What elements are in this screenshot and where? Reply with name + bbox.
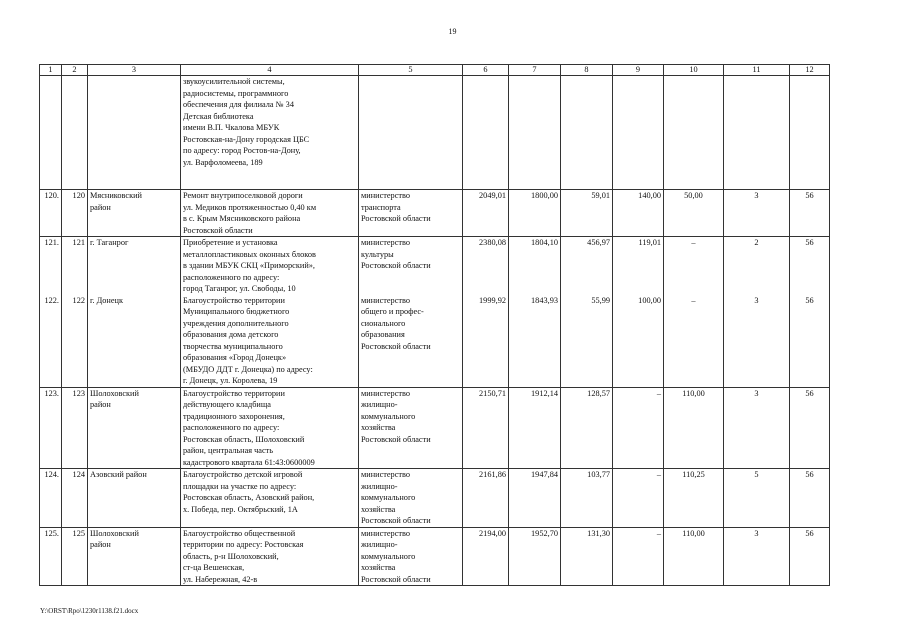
table-cell-ministry: министерство жилищно- коммунального хозяйства Ростовской области (359, 469, 463, 528)
header-cell: 1 (40, 65, 62, 76)
table-cell-amount-2: 1947,84 (509, 469, 561, 528)
header-cell: 12 (790, 65, 830, 76)
table-cell-amount-4: – (613, 387, 664, 469)
table-cell-row-index: 125 (62, 527, 88, 586)
table-cell (40, 76, 62, 190)
table-cell (724, 76, 790, 190)
table-cell-amount-3: 103,77 (561, 469, 613, 528)
table-cell (88, 76, 181, 190)
table-row (40, 237, 830, 388)
header-cell: 4 (181, 65, 359, 76)
table-cell-amount-3: 456,97 55,99 (561, 237, 613, 388)
table-cell-district: Азовский район (88, 469, 181, 528)
table-cell-amount-5: – – (664, 237, 724, 388)
table-row (40, 527, 830, 586)
table-cell (561, 76, 613, 190)
table-cell-criteria-count: 5 (724, 469, 790, 528)
table-cell (790, 76, 830, 190)
table-cell-row-index: 123 (62, 387, 88, 469)
data-table (39, 64, 830, 586)
table-cell-total-amount: 2380,08 1999,92 (463, 237, 509, 388)
table-cell-row-number: 125. (40, 527, 62, 586)
table-cell-description: звукоусилительной системы, радиосистемы, программного обеспечения для филиала № 34 Детская библиотека имени В.П. Чкалова МБУК Ростовская-на-Дону городская ЦБС по адресу: город Ростов-на-Дону, ул. Варфоломеева, 189 (181, 76, 359, 190)
table-row (40, 190, 830, 237)
page-number: 19 (448, 27, 457, 36)
table-cell-amount-2: 1800,00 (509, 190, 561, 237)
table-cell-description: Приобретение и установка металлопластиковых оконных блоков в здании МБУК СКЦ «Приморский», расположенного по адресу: город Таганрог, ул. Свободы, 10 Благоустройство территории Муниципального бюджетного учреждения дополнительного образования дома детского творчества муниципального образования «Город Донецк» (МБУДО ДДТ г. Донецка) по адресу: г. Донецк, ул. Королева, 19 (181, 237, 359, 388)
table-cell-description: Благоустройство детской игровой площадки на участке по адресу: Ростовская область, Азовский район, х. Победа, пер. Октябрьский, 1А (181, 469, 359, 528)
table-cell-criteria-count: 2 3 (724, 237, 790, 388)
header-cell: 8 (561, 65, 613, 76)
table-row (40, 387, 830, 469)
table-cell (664, 76, 724, 190)
footer-file-path: Y:\ORST\Rpo\1230r1138.f21.docx (40, 607, 139, 615)
table-cell-points: 56 (790, 469, 830, 528)
header-cell: 3 (88, 65, 181, 76)
table-row (40, 469, 830, 528)
table-cell-points: 56 56 (790, 237, 830, 388)
table-cell-district: г. Таганрог г. Донецк (88, 237, 181, 388)
header-cell: 11 (724, 65, 790, 76)
table-cell-district: Мясниковский район (88, 190, 181, 237)
table-cell-criteria-count: 3 (724, 190, 790, 237)
table-cell-ministry: министерство культуры Ростовской области министерство общего и профес- сионального образования Ростовской области (359, 237, 463, 388)
table-cell-amount-5: 110,25 (664, 469, 724, 528)
table-cell (359, 76, 463, 190)
table-cell-amount-3: 131,30 (561, 527, 613, 586)
table-cell-points: 56 (790, 387, 830, 469)
table-cell-amount-4: 140,00 (613, 190, 664, 237)
table-cell-amount-5: 50,00 (664, 190, 724, 237)
table-cell-total-amount: 2161,86 (463, 469, 509, 528)
table-cell-amount-2: 1804,10 1843,93 (509, 237, 561, 388)
table-cell-amount-5: 110,00 (664, 387, 724, 469)
table-cell-amount-2: 1912,14 (509, 387, 561, 469)
header-cell: 10 (664, 65, 724, 76)
table-row-continuation (40, 76, 830, 190)
table-cell (613, 76, 664, 190)
table-cell-amount-4: 119,01 100,00 (613, 237, 664, 388)
table-cell-points: 56 (790, 527, 830, 586)
table-cell (463, 76, 509, 190)
table-cell-row-number: 123. (40, 387, 62, 469)
table-cell (509, 76, 561, 190)
table-cell-row-number: 121. 122. (40, 237, 62, 388)
table-cell-total-amount: 2150,71 (463, 387, 509, 469)
header-cell: 9 (613, 65, 664, 76)
table-cell-amount-4: – (613, 527, 664, 586)
header-cell: 6 (463, 65, 509, 76)
table-cell-points: 56 (790, 190, 830, 237)
table-cell-row-index: 124 (62, 469, 88, 528)
table-cell-description: Благоустройство общественной территории по адресу: Ростовская область, р-н Шолоховский, ст-ца Вешенская, ул. Набережная, 42-в (181, 527, 359, 586)
table-cell-district: Шолоховский район (88, 527, 181, 586)
table-cell (62, 76, 88, 190)
table-cell-amount-4: – (613, 469, 664, 528)
header-cell: 2 (62, 65, 88, 76)
table-cell-row-index: 120 (62, 190, 88, 237)
table-cell-district: Шолоховский район (88, 387, 181, 469)
table-cell-criteria-count: 3 (724, 387, 790, 469)
table-cell-total-amount: 2194,00 (463, 527, 509, 586)
header-cell: 7 (509, 65, 561, 76)
table-cell-amount-3: 128,57 (561, 387, 613, 469)
table-cell-description: Ремонт внутрипоселковой дороги ул. Медиков протяженностью 0,40 км в с. Крым Мясниковского района Ростовской области (181, 190, 359, 237)
table-cell-total-amount: 2049,01 (463, 190, 509, 237)
table-cell-row-number: 120. (40, 190, 62, 237)
table-cell-criteria-count: 3 (724, 527, 790, 586)
table-cell-ministry: министерство жилищно- коммунального хозяйства Ростовской области (359, 527, 463, 586)
table-cell-ministry: министерство жилищно- коммунального хозяйства Ростовской области (359, 387, 463, 469)
table-cell-amount-5: 110,00 (664, 527, 724, 586)
header-row (40, 65, 830, 76)
table-cell-amount-3: 59,01 (561, 190, 613, 237)
table-cell-row-number: 124. (40, 469, 62, 528)
table-cell-description: Благоустройство территории действующего кладбища традиционного захоронения, расположенного по адресу: Ростовская область, Шолоховский район, центральная часть кадастрового квартала 61:43:0600009 (181, 387, 359, 469)
table-cell-amount-2: 1952,70 (509, 527, 561, 586)
table-cell-ministry: министерство транспорта Ростовской области (359, 190, 463, 237)
table-cell-row-index: 121 122 (62, 237, 88, 388)
header-cell: 5 (359, 65, 463, 76)
